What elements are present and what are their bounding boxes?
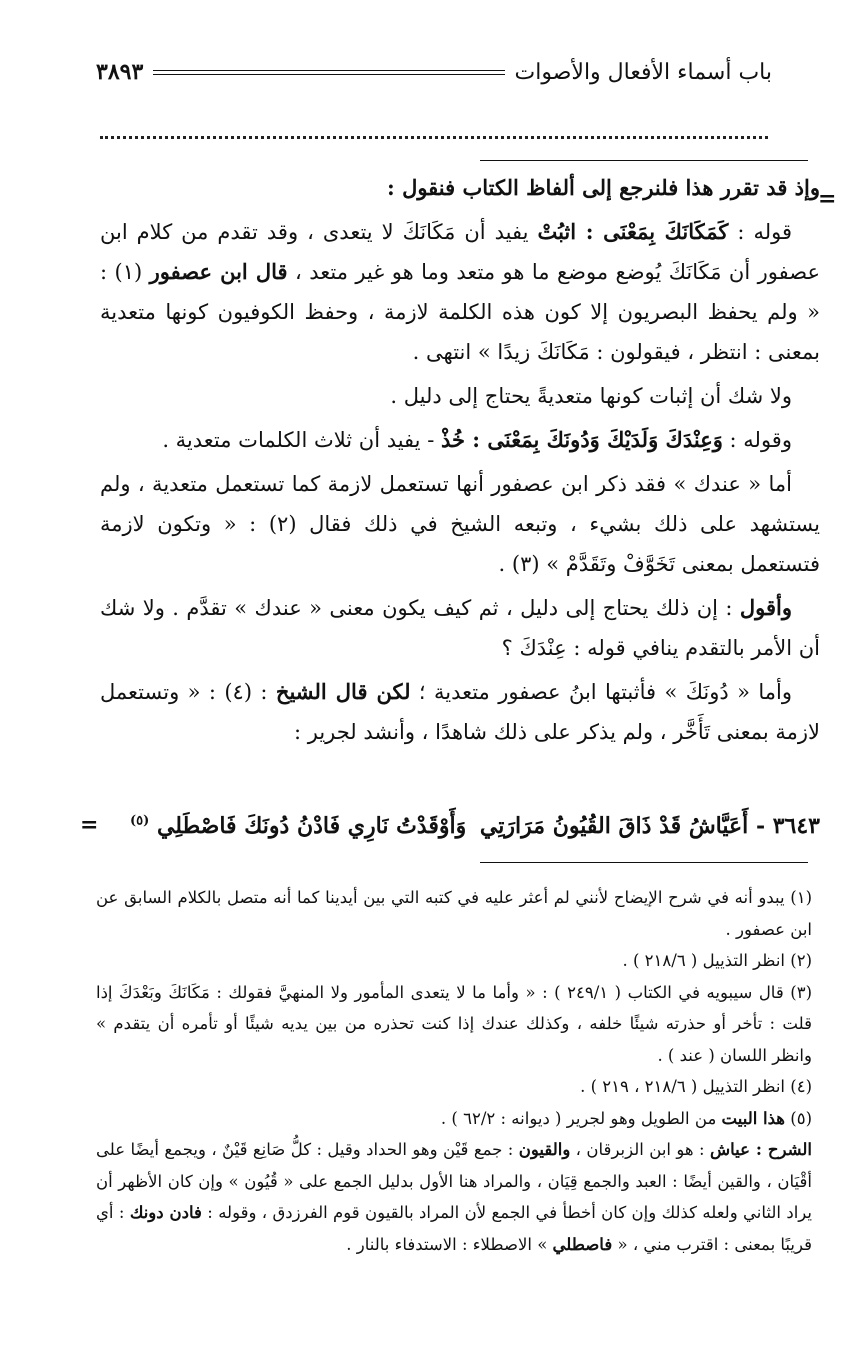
footnote-divider [480,862,808,863]
paragraph: قوله : كَمَكَانَكَ بِمَعْنَى : اثبُتْ يفيد أن مَكَانَكَ لا يتعدى ، وقد تقدم من كلام ابن عصفور أن مَكَانَكَ يُوضع موضع ما هو متعد وما هو غير متعد ، قال ابن عصفور (١) : « ولم يحفظ البصريون إلا كون هذه الكلمة لازمة ، وحفظ الكوفيون كونها متعدية بمعنى : انتظر ، فيقولون : مَكَانَكَ زيدًا » انتهى . [100,219,820,364]
dotted-separator [100,122,768,139]
page-number: ٣٨٩٣ [96,59,144,85]
paragraph: وأقول : إن ذلك يحتاج إلى دليل ، ثم كيف يكون معنى « عندك » تقدَّم . ولا شك أن الأمر بالتقدم ينافي قوله : عِنْدَكَ ؟ [100,595,820,660]
footnote: (٢) انظر التذييل ( ٢١٨/٦ ) . [622,951,812,970]
continuation-marker: = [80,812,99,838]
main-text [100,168,820,756]
verse-number: ٣٦٤٣ - أَعَيَّاشُ قَدْ ذَاقَ القُيُونُ مَرَارَتِي [479,813,820,839]
continuation-marker: = [818,186,837,212]
poetry-verse [130,806,820,846]
paragraph: وأما « دُونَكَ » فأثبتها ابنُ عصفور متعدية ؛ لكن قال الشيخ : (٤) : « وتستعمل لازمة بمعنى تَأَخَّر ، ولم يذكر على ذلك شاهدًا ، وأنشد لجرير : [100,679,820,744]
page-header [96,52,772,92]
footnote: (٤) انظر التذييل ( ٢١٨/٦ ، ٢١٩ ) . [580,1077,812,1096]
paragraph: وقوله : وَعِنْدَكَ وَلَدَيْكَ وَدُونَكَ بِمَعْنَى : خُذْ - يفيد أن ثلاث الكلمات متعدية . [162,427,792,452]
footnote: (٥) هذا البيت من الطويل وهو لجرير ( ديوانه : ٦٢/٢ ) . [440,1108,812,1128]
chapter-title: باب أسماء الأفعال والأصوات [514,59,772,85]
top-divider [480,160,808,161]
footnote-ref: (٥) [130,813,150,829]
footnote: (٣) قال سيبويه في الكتاب ( ٢٤٩/١ ) : « وأما ما لا يتعدى المأمور ولا المنهيَّ فقولك : مَكَانَكَ وبَعْدَكَ إذا قلت : تأخر أو حذرته شيئًا خلفه ، وكذلك عندك إذا كنت تحذره من بين يديه شيئًا أو تأمره أن يتقدم » وانظر اللسان ( عند ) . [96,982,812,1065]
paragraph: ولا شك أن إثبات كونها متعديةً يحتاج إلى دليل . [390,384,792,408]
footnotes [96,882,812,1260]
paragraph: أما « عندك » فقد ذكر ابن عصفور أنها تستعمل لازمة كما تستعمل متعدية ، ولم يستشهد على ذلك بشيء ، وتبعه الشيخ في ذلك فقال (٢) : « وتكون لازمة فتستعمل بمعنى تَخَوَّفْ وتَقَدَّمْ » (٣) . [100,472,820,576]
verse-hemistich-1: أَعَيَّاشُ قَدْ ذَاقَ القُيُونُ مَرَارَتِي [479,813,749,839]
verse-hemistich-2: وَأَوْقَدْتُ نَارِي فَادْنُ دُونَكَ فَاصْطَلِي $^{(٥)}$ [130,813,467,839]
footnote-commentary: الشرح : عياش : هو ابن الزبرقان ، والقيون : جمع قَيْن وهو الحداد وقيل : كلُّ صَانِع قَيْنٌ ، ويجمع أيضًا على أقْيَان ، والقين أيضًا : العبد والجمع قِيَان ، والمراد هنا الأول بدليل الجمع على « قُيُون » وإن كان الأظهر أن يراد الثاني ولعله كذلك وإن كان أخطأ في الجمع لأن المراد بالقيون قوم الفرزدق ، وقوله : فادن دونك : أي قريبًا بمعنى : اقترب مني ، « فاصطلي » الاصطلاء : الاستدفاء بالنار . [96,1140,812,1254]
footnote: (١) يبدو أنه في شرح الإيضاح لأنني لم أعثر عليه في كتبه التي بين أيدينا كما أنه متصل بالكلام السابق عن ابن عصفور . [96,888,812,939]
header-rule [153,70,504,75]
paragraph [100,168,820,208]
bold-text: وإذ قد تقرر هذا فلنرجع إلى ألفاظ الكتاب فنقول : [387,175,820,200]
